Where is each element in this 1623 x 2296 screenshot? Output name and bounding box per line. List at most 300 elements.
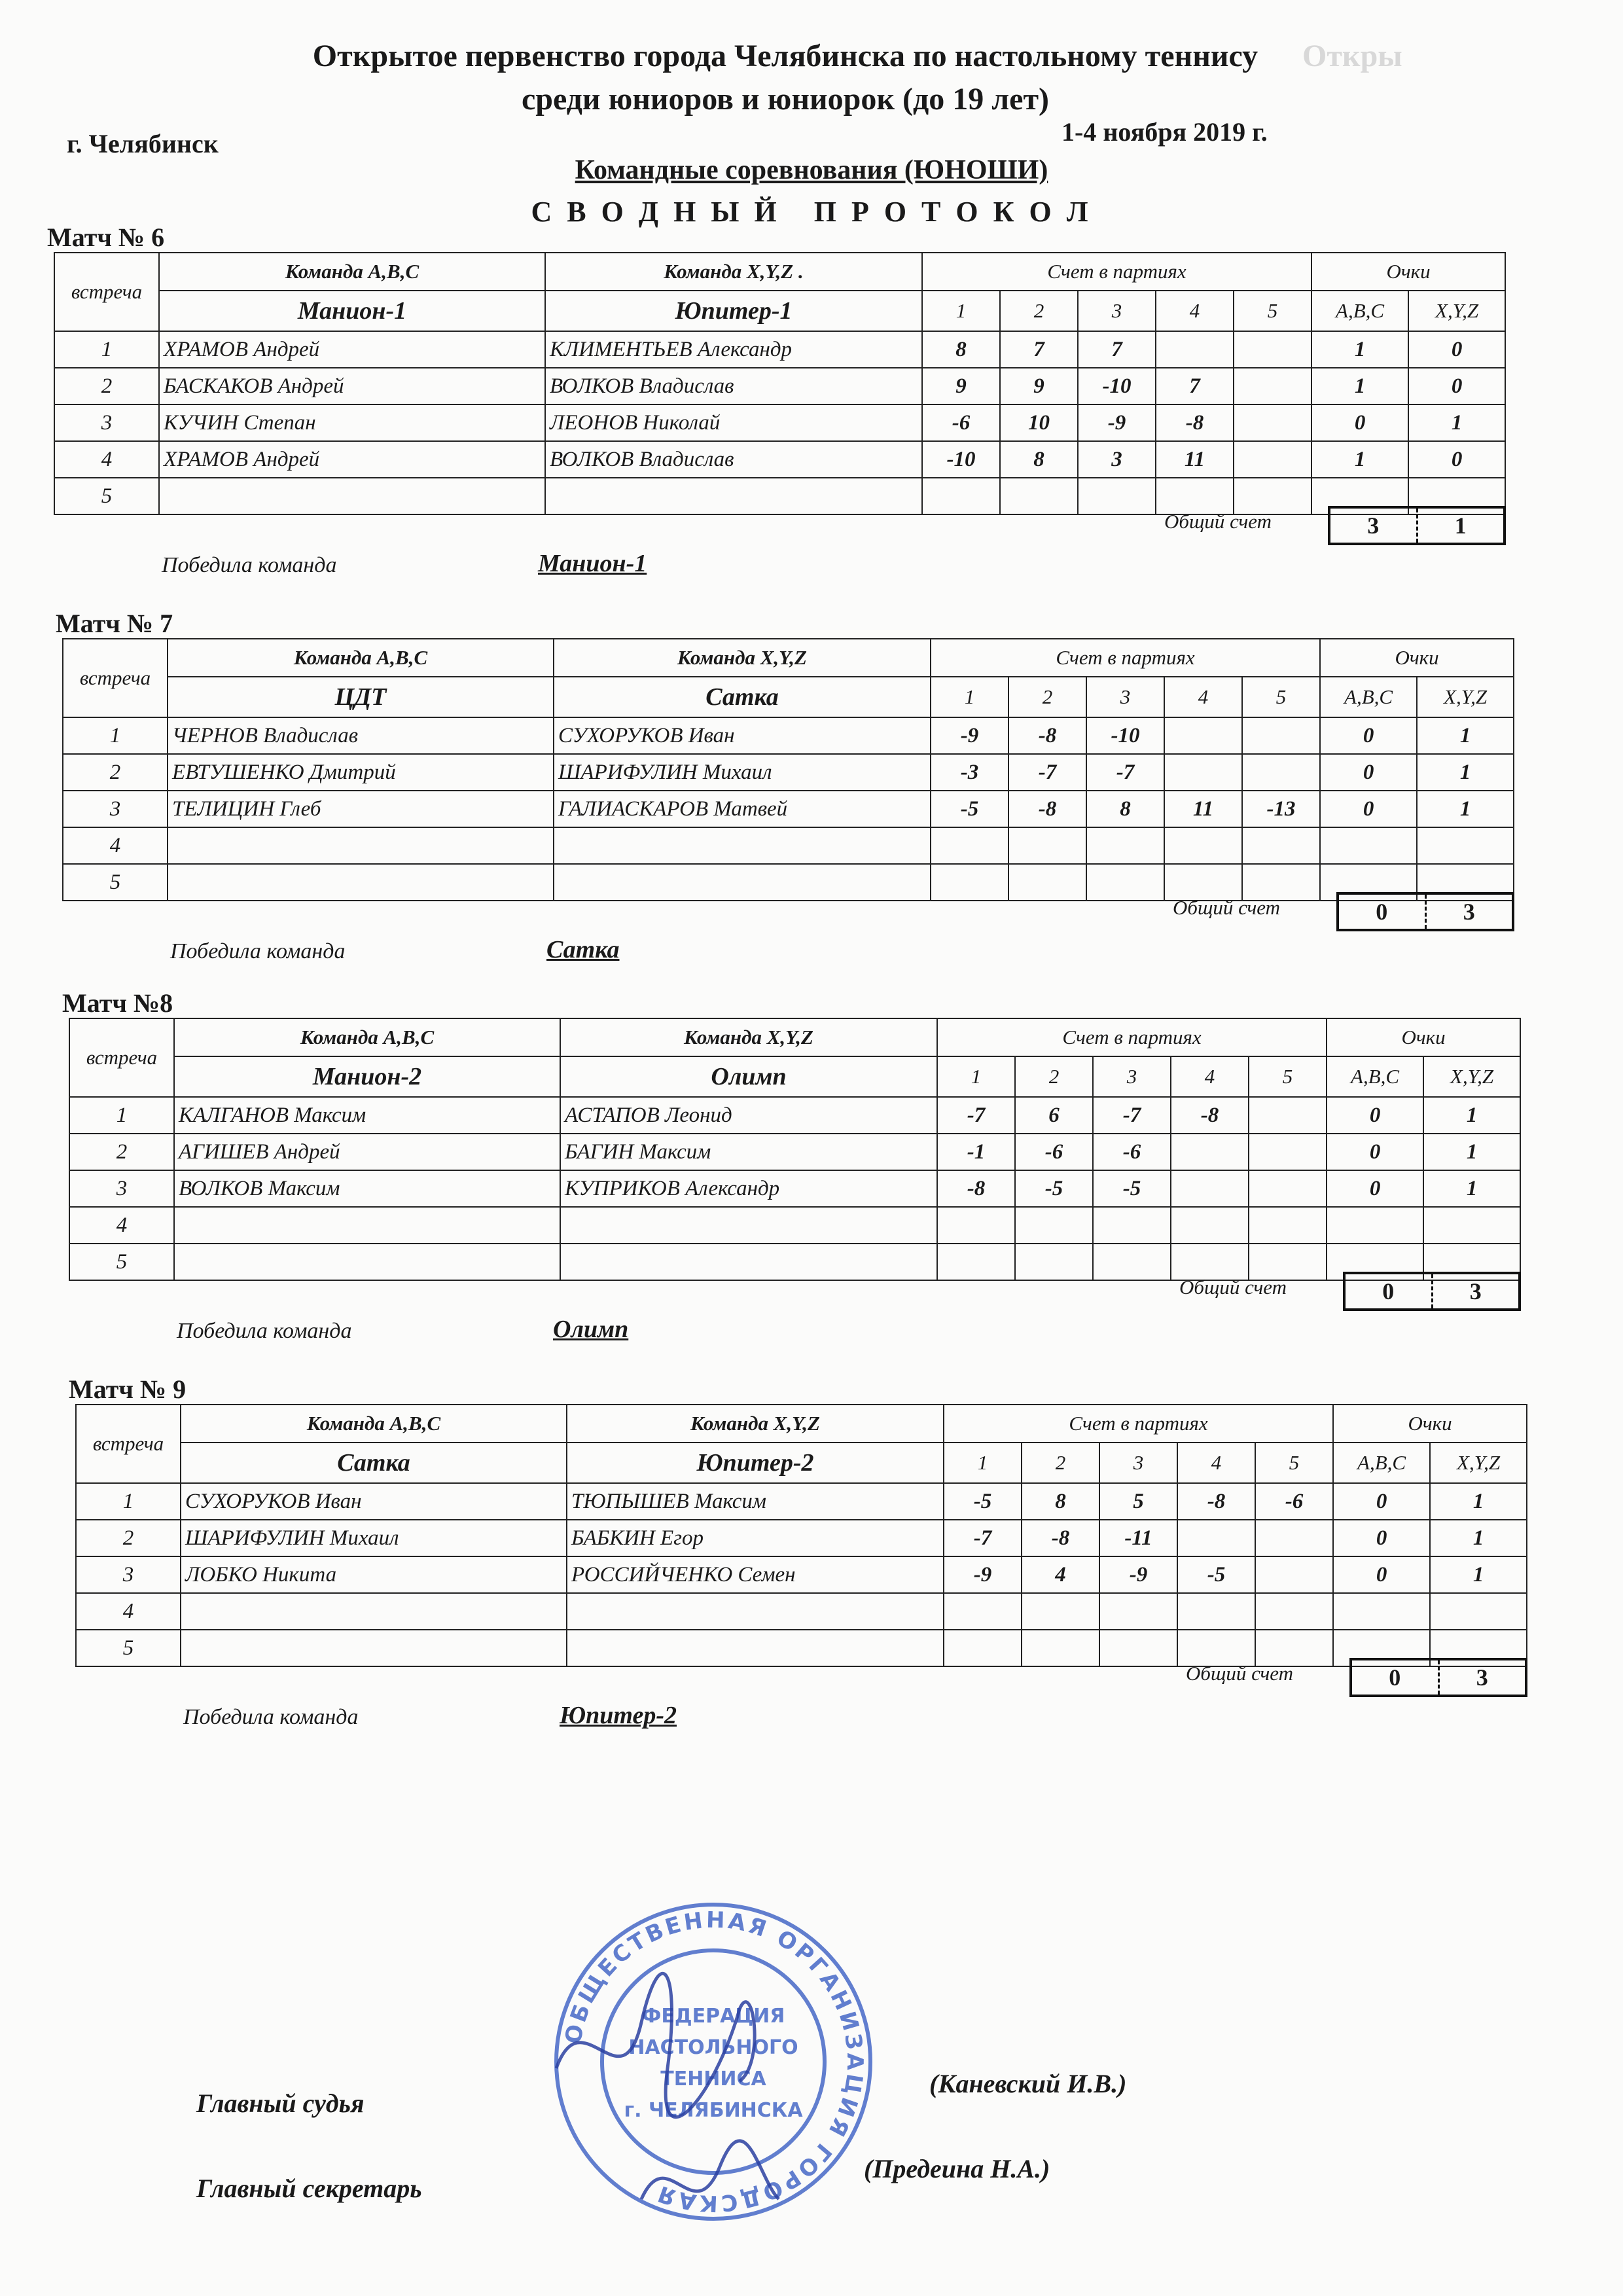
total-score-box [1349, 1658, 1527, 1697]
total-score-a: 3 [1367, 512, 1380, 539]
player-a [181, 1593, 567, 1630]
game-score [1242, 754, 1320, 791]
game-score [1234, 441, 1311, 478]
points-abc-col: A,B,C [1320, 677, 1417, 717]
match-label: Матч № 7 [56, 609, 173, 638]
game-number: 1 [937, 1056, 1015, 1097]
player-a: КАЛГАНОВ Максим [174, 1097, 560, 1134]
points-xyz-col: X,Y,Z [1423, 1056, 1520, 1097]
document-title: С В О Д Н Ы Й П Р О Т О К О Л [531, 196, 1092, 228]
total-label: Общий счет [1173, 896, 1281, 919]
game-score [1177, 1520, 1255, 1556]
points-abc: 1 [1311, 368, 1408, 404]
table-row [76, 1483, 1527, 1520]
game-score: -5 [931, 791, 1008, 827]
vstrecha-number: 4 [63, 827, 168, 864]
table-row [54, 331, 1505, 368]
stamp-center-line: ФЕДЕРАЦИЯ [641, 2005, 785, 2028]
game-score: -8 [1156, 404, 1234, 441]
player-x: ВОЛКОВ Владислав [545, 368, 922, 404]
dates: 1-4 ноября 2019 г. [1061, 117, 1268, 147]
team-row [54, 291, 1505, 331]
total-score-x: 1 [1416, 509, 1504, 543]
player-x: ТЮПЫШЕВ Максим [567, 1483, 944, 1520]
points-xyz: 1 [1408, 404, 1505, 441]
table-row [54, 478, 1505, 514]
total-score-a: 0 [1389, 1664, 1401, 1691]
section-title: Командные соревнования (ЮНОШИ) [575, 155, 1048, 185]
game-number: 2 [1008, 677, 1086, 717]
points-abc: 1 [1311, 331, 1408, 368]
winner-label: Победила команда [183, 1705, 359, 1729]
points-xyz [1430, 1593, 1527, 1630]
game-number: 5 [1255, 1443, 1333, 1483]
points-xyz: 1 [1417, 754, 1514, 791]
vstrecha-number: 1 [69, 1097, 174, 1134]
player-x: БАГИН Максим [560, 1134, 937, 1170]
table-row [63, 791, 1514, 827]
game-score [1255, 1593, 1333, 1630]
player-a: ХРАМОВ Андрей [159, 331, 545, 368]
game-score [1177, 1630, 1255, 1666]
points-abc [1320, 827, 1417, 864]
points-header: Очки [1320, 639, 1514, 677]
points-abc: 0 [1333, 1483, 1430, 1520]
player-a: ТЕЛИЦИН Глеб [168, 791, 554, 827]
vstrecha-header: встреча [54, 253, 159, 331]
points-xyz [1423, 1207, 1520, 1244]
game-number: 4 [1171, 1056, 1249, 1097]
game-score [922, 478, 1000, 514]
game-score: -6 [1015, 1134, 1093, 1170]
team-a-name: Манион-2 [174, 1056, 560, 1097]
points-xyz: 1 [1417, 717, 1514, 754]
game-score [944, 1593, 1022, 1630]
game-score [1171, 1170, 1249, 1207]
stamp-center-line: ТЕННИСА [660, 2068, 766, 2090]
game-score: -8 [1177, 1483, 1255, 1520]
game-score: -10 [1086, 717, 1164, 754]
title-line-1: Открытое первенство города Челябинска по настольному теннису [312, 39, 1258, 73]
game-score: -3 [931, 754, 1008, 791]
match-table [69, 1018, 1521, 1281]
game-score [1093, 1207, 1171, 1244]
player-a [159, 478, 545, 514]
game-score [1255, 1556, 1333, 1593]
points-abc: 0 [1333, 1556, 1430, 1593]
game-score [1249, 1170, 1327, 1207]
player-a: КУЧИН Степан [159, 404, 545, 441]
player-a: ЛОБКО Никита [181, 1556, 567, 1593]
game-score: -5 [944, 1483, 1022, 1520]
vstrecha-number: 4 [54, 441, 159, 478]
vstrecha-number: 5 [76, 1630, 181, 1666]
player-x [554, 827, 931, 864]
game-score: -6 [1255, 1483, 1333, 1520]
winner-label: Победила команда [177, 1319, 352, 1343]
team-row [69, 1056, 1520, 1097]
total-score-box [1336, 892, 1514, 931]
total-label: Общий счет [1179, 1276, 1287, 1299]
table-row [69, 1134, 1520, 1170]
score-parties-header: Счет в партиях [922, 253, 1311, 291]
total-score-box [1343, 1272, 1521, 1311]
game-number: 3 [1093, 1056, 1171, 1097]
player-a [174, 1207, 560, 1244]
game-score: 8 [922, 331, 1000, 368]
game-score [1249, 1207, 1327, 1244]
winner-team: Сатка [546, 936, 620, 963]
player-a [168, 827, 554, 864]
vstrecha-number: 1 [76, 1483, 181, 1520]
points-xyz-col: X,Y,Z [1430, 1443, 1527, 1483]
game-score [1099, 1593, 1177, 1630]
game-score: 11 [1156, 441, 1234, 478]
game-score: -7 [1008, 754, 1086, 791]
team-xyz-header: Команда X,Y,Z [567, 1405, 944, 1443]
svg-text:ОБЩЕСТВЕННАЯ ОРГАНИЗАЦИЯ ГОРОД: ОБЩЕСТВЕННАЯ ОРГАНИЗАЦИЯ ГОРОДСКАЯ [560, 1907, 868, 2217]
vstrecha-number: 2 [63, 754, 168, 791]
game-score [1022, 1630, 1099, 1666]
game-score [1249, 1244, 1327, 1280]
team-a-name: ЦДТ [168, 677, 554, 717]
game-score: -6 [922, 404, 1000, 441]
game-score [1242, 864, 1320, 901]
total-label: Общий счет [1164, 510, 1272, 533]
game-score [1177, 1593, 1255, 1630]
game-score: -7 [937, 1097, 1015, 1134]
game-score: -5 [1093, 1170, 1171, 1207]
table-row [69, 1244, 1520, 1280]
game-score [1255, 1630, 1333, 1666]
team-xyz-header: Команда X,Y,Z [554, 639, 931, 677]
table-row [76, 1520, 1527, 1556]
game-score [1242, 827, 1320, 864]
game-score: 8 [1022, 1483, 1099, 1520]
points-abc: 0 [1311, 404, 1408, 441]
points-xyz: 1 [1423, 1134, 1520, 1170]
game-score [931, 827, 1008, 864]
game-score [1086, 864, 1164, 901]
game-score: 9 [922, 368, 1000, 404]
game-score: -10 [922, 441, 1000, 478]
team-a-name: Сатка [181, 1443, 567, 1483]
chief-secretary-label: Главный секретарь [196, 2174, 422, 2203]
game-score [1249, 1097, 1327, 1134]
vstrecha-header: встреча [76, 1405, 181, 1483]
player-a [168, 864, 554, 901]
points-abc-col: A,B,C [1327, 1056, 1423, 1097]
vstrecha-number: 2 [54, 368, 159, 404]
header-row [63, 639, 1514, 677]
stamp-center-line: НАСТОЛЬНОГО [628, 2036, 798, 2059]
header-row [69, 1018, 1520, 1056]
total-score-x: 3 [1425, 895, 1512, 929]
match-label: Матч № 9 [69, 1374, 187, 1404]
vstrecha-number: 5 [69, 1244, 174, 1280]
match-label: Матч №8 [62, 988, 173, 1018]
game-score [1164, 827, 1242, 864]
points-header: Очки [1311, 253, 1505, 291]
points-xyz: 0 [1408, 331, 1505, 368]
points-abc: 0 [1327, 1170, 1423, 1207]
game-number: 5 [1242, 677, 1320, 717]
table-row [69, 1207, 1520, 1244]
game-score: 7 [1156, 368, 1234, 404]
player-x: КЛИМЕНТЬЕВ Александр [545, 331, 922, 368]
player-x [567, 1630, 944, 1666]
game-score: -8 [1171, 1097, 1249, 1134]
vstrecha-number: 3 [63, 791, 168, 827]
game-score: 6 [1015, 1097, 1093, 1134]
game-number: 4 [1177, 1443, 1255, 1483]
game-score: -1 [937, 1134, 1015, 1170]
game-number: 5 [1234, 291, 1311, 331]
player-a: ЧЕРНОВ Владислав [168, 717, 554, 754]
table-row [63, 864, 1514, 901]
vstrecha-number: 4 [76, 1593, 181, 1630]
table-row [76, 1630, 1527, 1666]
points-xyz: 1 [1423, 1170, 1520, 1207]
game-score [1249, 1134, 1327, 1170]
player-a: ШАРИФУЛИН Михаил [181, 1520, 567, 1556]
table-row [69, 1097, 1520, 1134]
total-score-box [1328, 506, 1506, 545]
game-score: -7 [1086, 754, 1164, 791]
vstrecha-number: 3 [76, 1556, 181, 1593]
team-abc-header: Команда A,B,C [168, 639, 554, 677]
game-score [1008, 864, 1086, 901]
game-score [1156, 478, 1234, 514]
points-abc [1327, 1207, 1423, 1244]
team-abc-header: Команда A,B,C [159, 253, 545, 291]
player-x [554, 864, 931, 901]
team-x-name: Сатка [554, 677, 931, 717]
player-x: КУПРИКОВ Александр [560, 1170, 937, 1207]
game-score [1164, 754, 1242, 791]
table-row [76, 1556, 1527, 1593]
points-xyz [1417, 827, 1514, 864]
points-header: Очки [1333, 1405, 1527, 1443]
points-abc: 0 [1320, 791, 1417, 827]
game-score: -10 [1078, 368, 1156, 404]
game-score [1015, 1244, 1093, 1280]
game-score [1156, 331, 1234, 368]
player-a: АГИШЕВ Андрей [174, 1134, 560, 1170]
game-score [1000, 478, 1078, 514]
game-score: -6 [1093, 1134, 1171, 1170]
player-x: АСТАПОВ Леонид [560, 1097, 937, 1134]
points-abc-col: A,B,C [1333, 1443, 1430, 1483]
chief-judge-label: Главный судья [196, 2089, 365, 2118]
game-score: -7 [944, 1520, 1022, 1556]
game-score: 7 [1078, 331, 1156, 368]
points-xyz-col: X,Y,Z [1417, 677, 1514, 717]
points-abc [1333, 1593, 1430, 1630]
game-score [1099, 1630, 1177, 1666]
game-score [1242, 717, 1320, 754]
points-header: Очки [1327, 1018, 1520, 1056]
score-parties-header: Счет в партиях [931, 639, 1320, 677]
header-row [54, 253, 1505, 291]
game-score [937, 1244, 1015, 1280]
total-score-x: 3 [1438, 1660, 1525, 1695]
player-x: ВОЛКОВ Владислав [545, 441, 922, 478]
player-a [174, 1244, 560, 1280]
game-number: 5 [1249, 1056, 1327, 1097]
score-parties-header: Счет в партиях [944, 1405, 1333, 1443]
game-score: 5 [1099, 1483, 1177, 1520]
bleed-through-ghost: Откры [1302, 39, 1402, 73]
game-score: -5 [1177, 1556, 1255, 1593]
game-score [1234, 404, 1311, 441]
player-a: ВОЛКОВ Максим [174, 1170, 560, 1207]
points-xyz: 1 [1423, 1097, 1520, 1134]
total-score-x: 3 [1431, 1274, 1519, 1308]
game-score [1164, 717, 1242, 754]
game-score [1255, 1520, 1333, 1556]
game-number: 2 [1022, 1443, 1099, 1483]
match-table [54, 252, 1506, 515]
match-table [75, 1404, 1527, 1667]
player-x: ГАЛИАСКАРОВ Матвей [554, 791, 931, 827]
table-row [76, 1593, 1527, 1630]
game-score: 8 [1000, 441, 1078, 478]
total-score-a: 0 [1382, 1278, 1395, 1304]
game-score [1234, 478, 1311, 514]
game-score [1093, 1244, 1171, 1280]
game-number: 1 [944, 1443, 1022, 1483]
chief-secretary-name: (Предеина Н.А.) [864, 2154, 1050, 2183]
game-score: 11 [1164, 791, 1242, 827]
winner-team: Олимп [553, 1316, 629, 1343]
player-x: СУХОРУКОВ Иван [554, 717, 931, 754]
match-table [62, 638, 1514, 901]
vstrecha-number: 5 [63, 864, 168, 901]
game-score [1022, 1593, 1099, 1630]
game-score [1164, 864, 1242, 901]
game-number: 2 [1000, 291, 1078, 331]
team-abc-header: Команда A,B,C [174, 1018, 560, 1056]
winner-team: Юпитер-2 [560, 1702, 677, 1729]
player-a [181, 1630, 567, 1666]
winner-label: Победила команда [162, 553, 337, 577]
game-number: 3 [1086, 677, 1164, 717]
header-row [76, 1405, 1527, 1443]
game-score [1171, 1244, 1249, 1280]
game-score: -9 [944, 1556, 1022, 1593]
points-xyz: 1 [1430, 1556, 1527, 1593]
game-score [1008, 827, 1086, 864]
points-xyz-col: X,Y,Z [1408, 291, 1505, 331]
title-line-2: среди юниоров и юниорок (до 19 лет) [521, 82, 1050, 117]
team-xyz-header: Команда X,Y,Z . [545, 253, 922, 291]
points-abc: 0 [1320, 754, 1417, 791]
points-xyz: 1 [1417, 791, 1514, 827]
game-score [1234, 331, 1311, 368]
game-score: -11 [1099, 1520, 1177, 1556]
points-xyz: 1 [1430, 1520, 1527, 1556]
table-row [63, 827, 1514, 864]
player-a: БАСКАКОВ Андрей [159, 368, 545, 404]
table-row [69, 1170, 1520, 1207]
team-xyz-header: Команда X,Y,Z [560, 1018, 937, 1056]
table-row [54, 368, 1505, 404]
game-score: -13 [1242, 791, 1320, 827]
table-row [63, 717, 1514, 754]
score-parties-header: Счет в партиях [937, 1018, 1327, 1056]
game-score [1171, 1207, 1249, 1244]
player-x [560, 1207, 937, 1244]
table-row [54, 441, 1505, 478]
game-score: -8 [1022, 1520, 1099, 1556]
game-score [1234, 368, 1311, 404]
game-score [1171, 1134, 1249, 1170]
table-row [63, 754, 1514, 791]
game-number: 1 [922, 291, 1000, 331]
winner-label: Победила команда [170, 939, 346, 963]
points-abc: 0 [1320, 717, 1417, 754]
city: г. Челябинск [67, 129, 219, 158]
game-score [1078, 478, 1156, 514]
team-x-name: Олимп [560, 1056, 937, 1097]
team-abc-header: Команда A,B,C [181, 1405, 567, 1443]
game-score: -9 [1099, 1556, 1177, 1593]
game-number: 2 [1015, 1056, 1093, 1097]
player-x: БАБКИН Егор [567, 1520, 944, 1556]
player-a: СУХОРУКОВ Иван [181, 1483, 567, 1520]
game-score: 8 [1086, 791, 1164, 827]
game-score [1086, 827, 1164, 864]
game-score [1015, 1207, 1093, 1244]
game-score: -9 [1078, 404, 1156, 441]
vstrecha-number: 1 [63, 717, 168, 754]
player-x [567, 1593, 944, 1630]
game-score [944, 1630, 1022, 1666]
team-x-name: Юпитер-2 [567, 1443, 944, 1483]
match-label: Матч № 6 [47, 223, 165, 252]
vstrecha-number: 1 [54, 331, 159, 368]
player-a: ХРАМОВ Андрей [159, 441, 545, 478]
player-x: ШАРИФУЛИН Михаил [554, 754, 931, 791]
game-score: -8 [1008, 791, 1086, 827]
points-abc: 0 [1327, 1097, 1423, 1134]
game-score [937, 1207, 1015, 1244]
game-score: 3 [1078, 441, 1156, 478]
game-score: 10 [1000, 404, 1078, 441]
vstrecha-number: 5 [54, 478, 159, 514]
game-score: 9 [1000, 368, 1078, 404]
points-abc: 1 [1311, 441, 1408, 478]
table-row [54, 404, 1505, 441]
vstrecha-number: 3 [54, 404, 159, 441]
player-x: ЛЕОНОВ Николай [545, 404, 922, 441]
player-a: ЕВТУШЕНКО Дмитрий [168, 754, 554, 791]
points-abc: 0 [1327, 1134, 1423, 1170]
organization-stamp [543, 1892, 883, 2232]
winner-team: Манион-1 [538, 550, 647, 577]
game-score: -5 [1015, 1170, 1093, 1207]
team-x-name: Юпитер-1 [545, 291, 922, 331]
team-a-name: Манион-1 [159, 291, 545, 331]
points-xyz: 1 [1430, 1483, 1527, 1520]
game-score: -8 [1008, 717, 1086, 754]
game-number: 4 [1156, 291, 1234, 331]
game-score: -9 [931, 717, 1008, 754]
points-abc-col: A,B,C [1311, 291, 1408, 331]
total-score-a: 0 [1376, 899, 1388, 925]
total-label: Общий счет [1186, 1662, 1294, 1685]
